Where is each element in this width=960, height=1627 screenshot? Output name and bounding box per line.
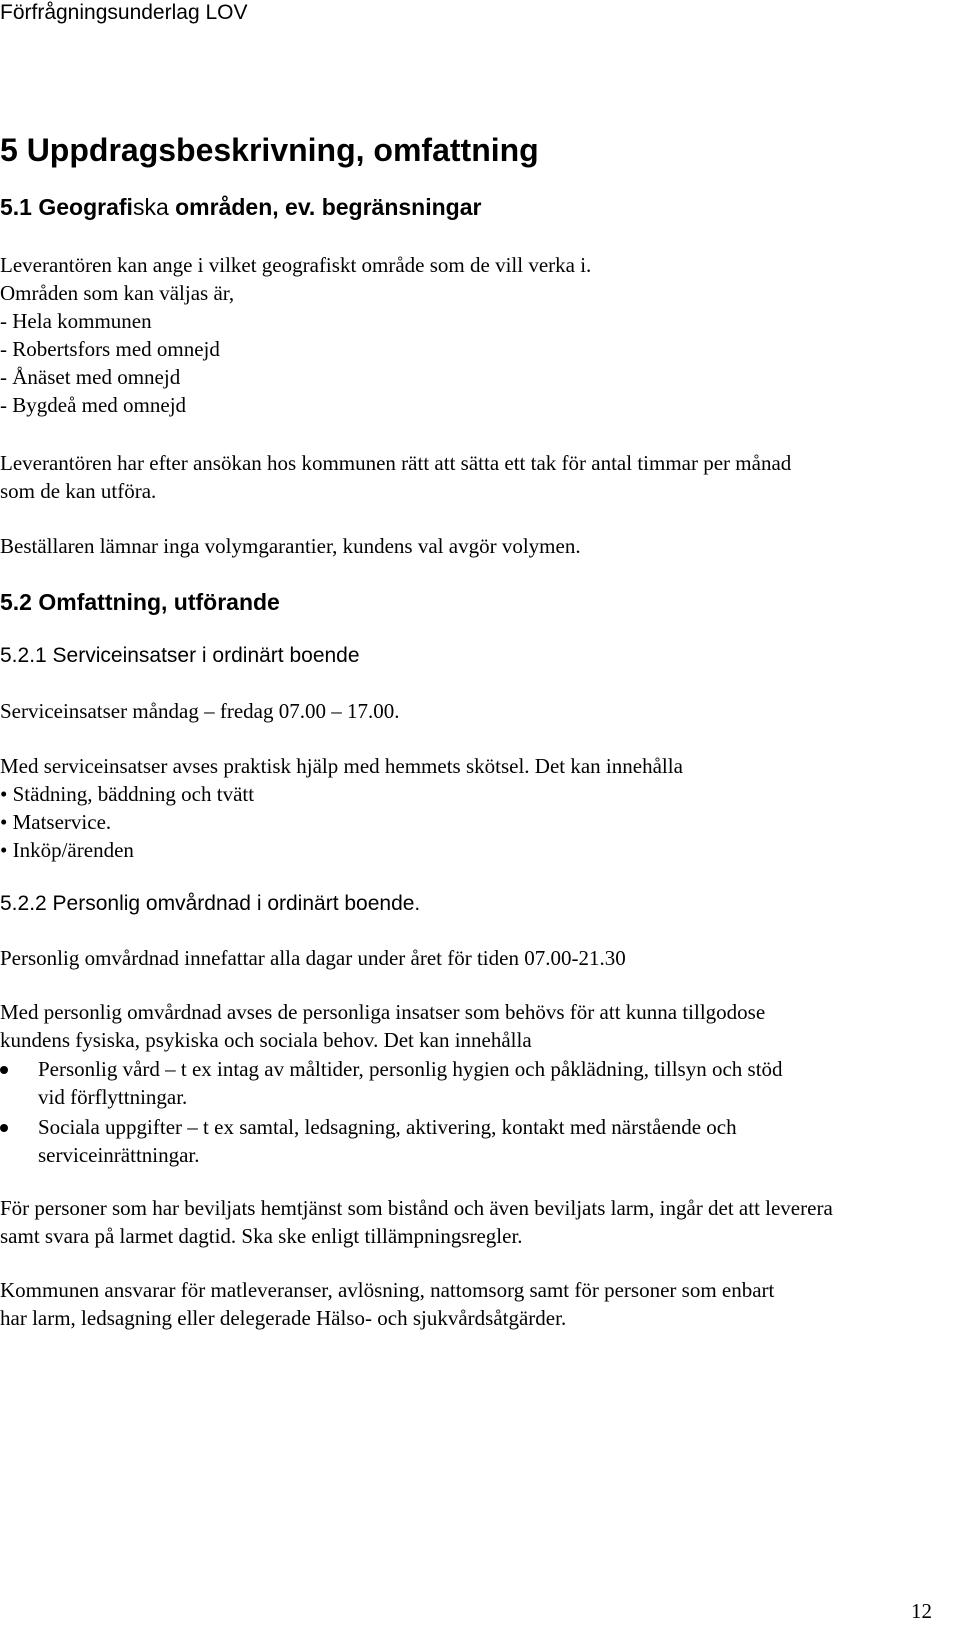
hour-cap-line-2: som de kan utföra. (0, 479, 157, 503)
section-5-heading: 5 Uppdragsbeskrivning, omfattning (0, 132, 539, 168)
bullet-icon (0, 1124, 8, 1132)
service-description: Med serviceinsatser avses praktisk hjälp med hemmets skötsel. Det kan innehålla (0, 754, 683, 778)
section-5-2-1-heading: 5.2.1 Serviceinsatser i ordinärt boende (0, 644, 360, 667)
areas-intro: Områden som kan väljas är, (0, 281, 235, 305)
alarm-paragraph-line-2: samt svara på larmet dagtid. Ska ske enligt tillämpningsregler. (0, 1224, 523, 1248)
care-description-line-2: kundens fysiska, psykiska och sociala behov. Det kan innehålla (0, 1028, 532, 1052)
section-5-1-heading (0, 193, 481, 221)
section-5-1-heading-part-2: ska (132, 194, 169, 220)
care-bullet-social (0, 1113, 930, 1169)
care-bullet-personal (0, 1055, 930, 1111)
municipality-paragraph-line-1: Kommunen ansvarar för matleveranser, avlösning, nattomsorg samt för personer som enbart (0, 1278, 775, 1302)
volume-statement: Beställaren lämnar inga volymgarantier, kundens val avgör volymen. (0, 534, 581, 558)
care-hours: Personlig omvårdnad innefattar alla dagar under året för tiden 07.00-21.30 (0, 946, 626, 970)
section-5-2-2-heading: 5.2.2 Personlig omvårdnad i ordinärt boende. (0, 892, 421, 915)
service-item: • Städning, bäddning och tvätt (0, 782, 255, 806)
section-5-1-heading-part-1: 5.1 Geografi (0, 194, 133, 220)
running-header: Förfrågningsunderlag LOV (0, 1, 248, 24)
bullet-icon (0, 1066, 8, 1074)
care-description-line-1: Med personlig omvårdnad avses de personliga insatser som behövs för att kunna tillgodose (0, 1000, 766, 1024)
area-item: - Robertsfors med omnejd (0, 337, 220, 361)
care-bullet-personal-line-2: vid förflyttningar. (38, 1085, 188, 1109)
service-hours: Serviceinsatser måndag – fredag 07.00 – 17.00. (0, 699, 400, 723)
area-item: - Hela kommunen (0, 309, 152, 333)
service-item: • Matservice. (0, 810, 112, 834)
care-bullet-social-line-1: Sociala uppgifter – t ex samtal, ledsagning, aktivering, kontakt med närstående och (38, 1115, 737, 1139)
service-item: • Inköp/ärenden (0, 838, 134, 862)
hour-cap-line-1: Leverantören har efter ansökan hos kommunen rätt att sätta ett tak för antal timmar per månad (0, 451, 792, 475)
area-item: - Bygdeå med omnejd (0, 393, 187, 417)
care-bullet-social-line-2: serviceinrättningar. (38, 1143, 200, 1167)
municipality-paragraph-line-2: har larm, ledsagning eller delegerade Hälso- och sjukvårdsåtgärder. (0, 1306, 567, 1330)
area-item: - Ånäset med omnejd (0, 365, 181, 389)
section-5-1-heading-part-3: områden, ev. begränsningar (168, 194, 482, 220)
section-5-2-heading: 5.2 Omfattning, utförande (0, 589, 280, 615)
care-bullet-personal-line-1: Personlig vård – t ex intag av måltider, personlig hygien och påklädning, tillsyn och stöd (38, 1057, 783, 1081)
page-number: 12 (911, 1599, 932, 1623)
alarm-paragraph-line-1: För personer som har beviljats hemtjänst som bistånd och även beviljats larm, ingår det att leverera (0, 1196, 833, 1220)
geo-intro: Leverantören kan ange i vilket geografiskt område som de vill verka i. (0, 253, 592, 277)
